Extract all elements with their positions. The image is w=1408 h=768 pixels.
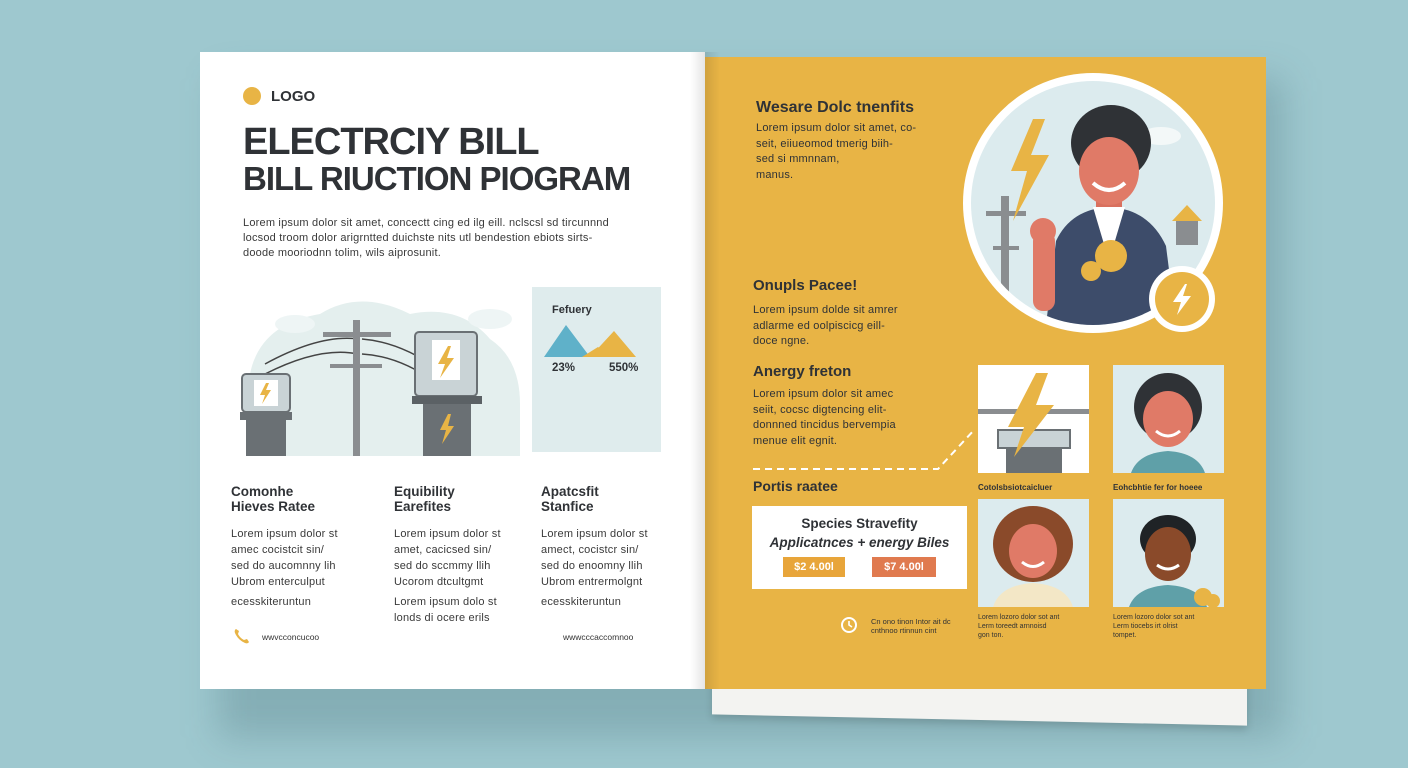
right-page bbox=[705, 57, 1266, 689]
right-section-3-body: Lorem ipsum dolor sit amec seiit, cocsc digtencing elit- donnned tincidus bervempia menue elit egnit. bbox=[753, 388, 896, 447]
caption-1: Cotolsbsiotcaicluer bbox=[978, 483, 1053, 492]
intro-line: Lorem ipsum dolor sit amet, concectt cing ed ilg eill. nclscsl sd tircunnnd bbox=[243, 217, 609, 229]
page-fold bbox=[690, 52, 720, 689]
title-line-2: BILL RIUCTION PIOGRAM bbox=[243, 160, 631, 197]
caption-3: Lorem lozoro dolor sot ant Lerm toreedt arnnoisd gon ton. bbox=[978, 614, 1060, 639]
intro-line: locsod troom dolor arigrntted duichste nits utl bendestion ebiots sirts- bbox=[243, 232, 593, 244]
footer-website: wwwcccaccomnoo bbox=[563, 632, 634, 642]
lightning-badge-icon bbox=[1155, 272, 1209, 326]
column-3-heading: Apatcsfit Stanfice bbox=[541, 484, 599, 514]
chart-title: Fefuery bbox=[552, 304, 592, 316]
right-section-4-title: Portis raatee bbox=[753, 478, 838, 494]
left-page bbox=[200, 52, 705, 689]
power-grid-illustration bbox=[240, 284, 525, 456]
chart-panel bbox=[532, 287, 661, 452]
column-1-body: Lorem ipsum dolor st amec cocistcit sin/ sed do aucomnny lih Ubrom enterculput ecesskiteruntun bbox=[231, 528, 338, 608]
column-1 bbox=[231, 484, 371, 610]
intro-text bbox=[243, 216, 609, 261]
intro-line: doode mooriodnn tolim, wils aiprosunit. bbox=[243, 247, 441, 259]
clock-icon bbox=[840, 616, 858, 634]
title-line-1: ELECTRCIY BILL bbox=[243, 121, 539, 163]
woman-portrait-2 bbox=[978, 499, 1089, 607]
woman-portrait-3 bbox=[1113, 499, 1224, 607]
savings-box-line-1: Species Stravefity bbox=[801, 516, 918, 531]
chart-peak-1 bbox=[544, 325, 590, 357]
savings-box bbox=[752, 506, 967, 589]
right-section-3-title: Anergy freton bbox=[753, 363, 852, 380]
logo-text: LOGO bbox=[271, 88, 316, 105]
column-2-heading: Equibility Earefites bbox=[394, 484, 455, 514]
transformer-image bbox=[978, 365, 1089, 473]
right-section-2-title: Onupls Pacee! bbox=[753, 277, 858, 294]
column-3-body: Lorem ipsum dolor st amect, cocistcr sin/ sed do enoomny llih Ubrom entrermolgnt ecesskiteruntun bbox=[541, 528, 648, 608]
caption-2: Eohcbhtie fer for hoeee bbox=[1113, 483, 1203, 492]
footer-phone: wwvcconcucoo bbox=[262, 632, 320, 642]
right-section-2-body: Lorem ipsum dolde sit amrer adlarme ed oolpiscicg eill- doce ngne. bbox=[753, 304, 898, 347]
logo-dot-icon bbox=[243, 87, 261, 105]
chart-label-2: 550% bbox=[609, 362, 639, 374]
phone-icon bbox=[233, 627, 251, 645]
chart-graphic bbox=[532, 317, 661, 362]
column-2-body: Lorem ipsum dolor st amet, cacicsed sin/ sed do sccmmy llih Ucorom dtcultgmt Lorem ipsum dolo st londs di ocere erils bbox=[394, 528, 501, 624]
chart-label-1: 23% bbox=[552, 362, 576, 374]
savings-box-line-2: Applicatnces + energy Biles bbox=[769, 535, 950, 550]
savings-pill-1: $2 4.00l bbox=[783, 557, 845, 577]
column-3 bbox=[541, 484, 681, 610]
dashed-connector bbox=[753, 427, 978, 472]
right-section-1-title: Wesare Dolc tnenfits bbox=[756, 99, 914, 116]
column-2 bbox=[394, 484, 534, 626]
column-1-heading: Comonhe Hieves Ratee bbox=[231, 484, 316, 514]
right-section-1-body: Lorem ipsum dolor sit amet, co- seit, eiiueomod tmerig biih- sed si mmnnam, manus. bbox=[756, 122, 917, 181]
woman-portrait-1 bbox=[1113, 365, 1224, 473]
bottom-note: Cn ono tinon Intor ait dc cnthnoo rtinnun cint bbox=[871, 617, 951, 635]
caption-4: Lorem lozoro dolor sot ant Lerm tiocebs irt olrist tompet. bbox=[1113, 614, 1195, 639]
savings-pill-2: $7 4.00l bbox=[872, 557, 936, 577]
